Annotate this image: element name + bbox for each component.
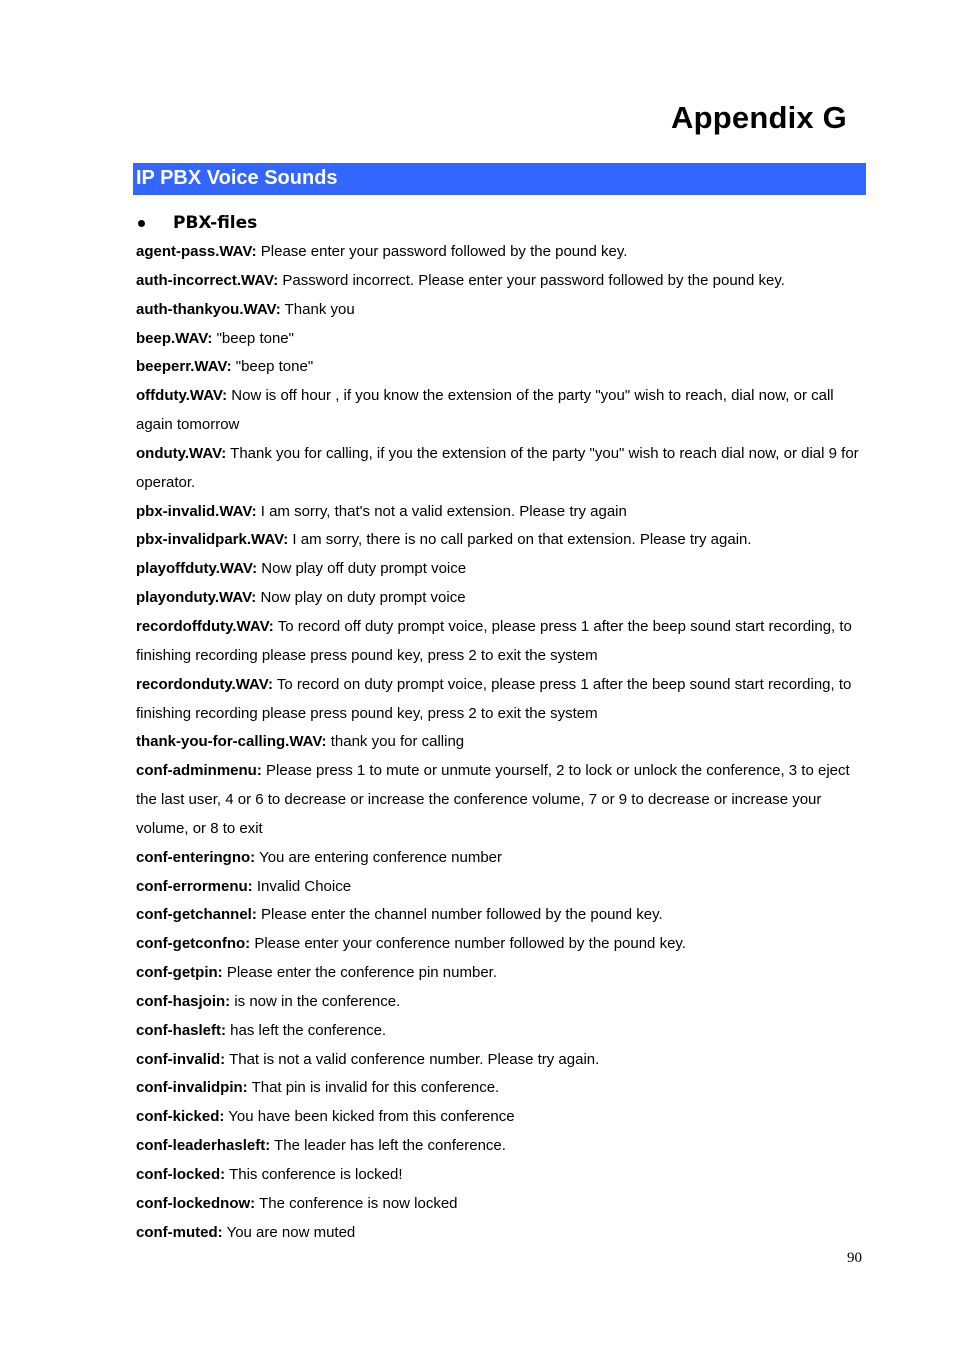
sound-file-entry <box>136 1046 870 1075</box>
sound-file-description: thank you for calling <box>330 733 465 751</box>
sound-file-entry <box>136 296 870 325</box>
sound-file-description: Please enter the conference pin number. <box>226 964 498 982</box>
sound-file-name: conf-getpin: <box>136 964 223 982</box>
sound-file-name: pbx-invalid.WAV: <box>136 502 257 520</box>
sound-file-description: This conference is locked! <box>229 1166 403 1183</box>
sound-file-entry <box>136 988 870 1017</box>
sound-file-entry <box>136 728 870 757</box>
sound-file-entry <box>136 1103 870 1132</box>
sound-file-name: conf-kicked: <box>136 1108 225 1126</box>
sound-file-entry <box>136 267 870 296</box>
sound-file-name: conf-hasleft: <box>136 1021 226 1039</box>
sound-file-name: auth-thankyou.WAV: <box>136 300 281 318</box>
sound-file-name: offduty.WAV: <box>136 387 228 405</box>
sound-file-entry <box>136 382 870 440</box>
sound-file-description: I am sorry, there is no call parked on that extension. Please try again. <box>292 531 752 549</box>
sound-file-description: The conference is now locked <box>259 1194 458 1212</box>
sound-file-name: recordoffduty.WAV: <box>136 617 274 635</box>
sound-file-entry <box>136 1074 870 1103</box>
sound-file-description: Now play on duty prompt voice <box>260 589 466 607</box>
sound-file-description: Invalid Choice <box>256 877 352 895</box>
sound-file-entry <box>136 498 870 527</box>
sound-file-description: Password incorrect. Please enter your password followed by the pound key. <box>282 271 785 289</box>
sound-file-name: thank-you-for-calling.WAV: <box>136 733 327 751</box>
bullet-heading-row <box>136 212 257 234</box>
sound-file-entry <box>136 1161 870 1190</box>
sound-file-name: conf-invalid: <box>136 1050 226 1068</box>
sound-file-name: recordonduty.WAV: <box>136 675 273 693</box>
sound-file-name: conf-errormenu: <box>136 877 253 895</box>
sound-file-entry <box>136 526 870 555</box>
sound-file-description: has left the conference. <box>230 1021 387 1039</box>
section-heading-banner <box>133 163 866 195</box>
sound-file-description: The leader has left the conference. <box>274 1137 506 1155</box>
sound-file-description: That pin is invalid for this conference. <box>251 1079 500 1097</box>
sound-file-name: conf-getchannel: <box>136 906 257 924</box>
sound-file-description: To record off duty prompt voice, please press 1 after the beep sound start recording, to finishing recording please press pound key, press 2 to exit the system <box>136 617 852 664</box>
sound-file-name: conf-muted: <box>136 1223 223 1241</box>
sound-file-description: Please press 1 to mute or unmute yourself, 2 to lock or unlock the conference, 3 to eject the last user, 4 or 6 to decrease or increase the conference volume, 7 or 9 to decrease or increase your volume, or 8 to exit <box>136 762 850 837</box>
sound-file-list <box>136 238 870 1248</box>
sound-file-name: agent-pass.WAV: <box>136 243 257 260</box>
sound-file-name: conf-hasjoin: <box>136 992 231 1010</box>
sound-file-description: That is not a valid conference number. Please try again. <box>229 1050 600 1068</box>
page-number: 90 <box>847 1250 862 1266</box>
sound-file-description: You have been kicked from this conference <box>228 1108 515 1126</box>
sound-file-entry <box>136 440 870 498</box>
sound-file-entry <box>136 353 870 382</box>
sound-file-entry <box>136 901 870 930</box>
sound-file-entry <box>136 959 870 988</box>
sound-file-entry <box>136 613 870 671</box>
sound-file-description: "beep tone" <box>216 329 294 347</box>
sound-file-name: playoffduty.WAV: <box>136 560 258 578</box>
sound-file-entry <box>136 873 870 902</box>
sound-file-name: conf-getconfno: <box>136 935 251 953</box>
sound-file-description: Thank you for calling, if you the extension of the party "you" wish to reach dial now, or dial 9 for operator. <box>136 444 859 491</box>
sound-file-name: beep.WAV: <box>136 329 213 347</box>
sound-file-description: You are entering conference number <box>259 848 503 866</box>
sound-file-entry <box>136 844 870 873</box>
bullet-heading: PBX-files <box>173 213 258 233</box>
sound-file-name: auth-incorrect.WAV: <box>136 271 279 289</box>
sound-file-description: Please enter your conference number followed by the pound key. <box>254 935 686 953</box>
sound-file-entry <box>136 1190 870 1219</box>
sound-file-entry <box>136 1132 870 1161</box>
sound-file-description: Now is off hour , if you know the extension of the party "you" wish to reach, dial now, or call again tomorrow <box>136 387 834 434</box>
sound-file-description: To record on duty prompt voice, please press 1 after the beep sound start recording, to finishing recording please press pound key, press 2 to exit the system <box>136 675 852 722</box>
sound-file-description: "beep tone" <box>235 358 314 376</box>
sound-file-name: pbx-invalidpark.WAV: <box>136 531 289 549</box>
sound-file-name: conf-invalidpin: <box>136 1079 248 1097</box>
sound-file-description: Now play off duty prompt voice <box>261 560 467 578</box>
sound-file-name: playonduty.WAV: <box>136 589 257 607</box>
sound-file-name: beeperr.WAV: <box>136 358 232 376</box>
sound-file-entry <box>136 1219 870 1248</box>
sound-file-description: Please enter the channel number followed by the pound key. <box>261 906 663 924</box>
sound-file-description: You are now muted <box>226 1223 356 1241</box>
sound-file-entry <box>136 584 870 613</box>
sound-file-entry <box>136 671 870 729</box>
page-title: Appendix G <box>671 100 847 135</box>
sound-file-name: conf-adminmenu: <box>136 762 262 780</box>
sound-file-entry <box>136 1017 870 1046</box>
sound-file-description: Please enter your password followed by the pound key. <box>260 243 628 260</box>
bullet-icon <box>138 220 145 227</box>
section-heading: IP PBX Voice Sounds <box>136 167 338 189</box>
sound-file-description: Thank you <box>284 300 355 318</box>
sound-file-entry <box>136 325 870 354</box>
sound-file-entry <box>136 555 870 584</box>
sound-file-description: I am sorry, that's not a valid extension. Please try again <box>260 502 627 520</box>
sound-file-description: is now in the conference. <box>234 992 401 1010</box>
sound-file-name: conf-enteringno: <box>136 848 256 866</box>
sound-file-name: onduty.WAV: <box>136 444 227 462</box>
sound-file-entry <box>136 757 870 844</box>
sound-file-entry <box>136 930 870 959</box>
sound-file-entry <box>136 238 870 267</box>
sound-file-name: conf-leaderhasleft: <box>136 1137 271 1155</box>
sound-file-name: conf-lockednow: <box>136 1194 256 1212</box>
sound-file-name: conf-locked: <box>136 1166 226 1183</box>
